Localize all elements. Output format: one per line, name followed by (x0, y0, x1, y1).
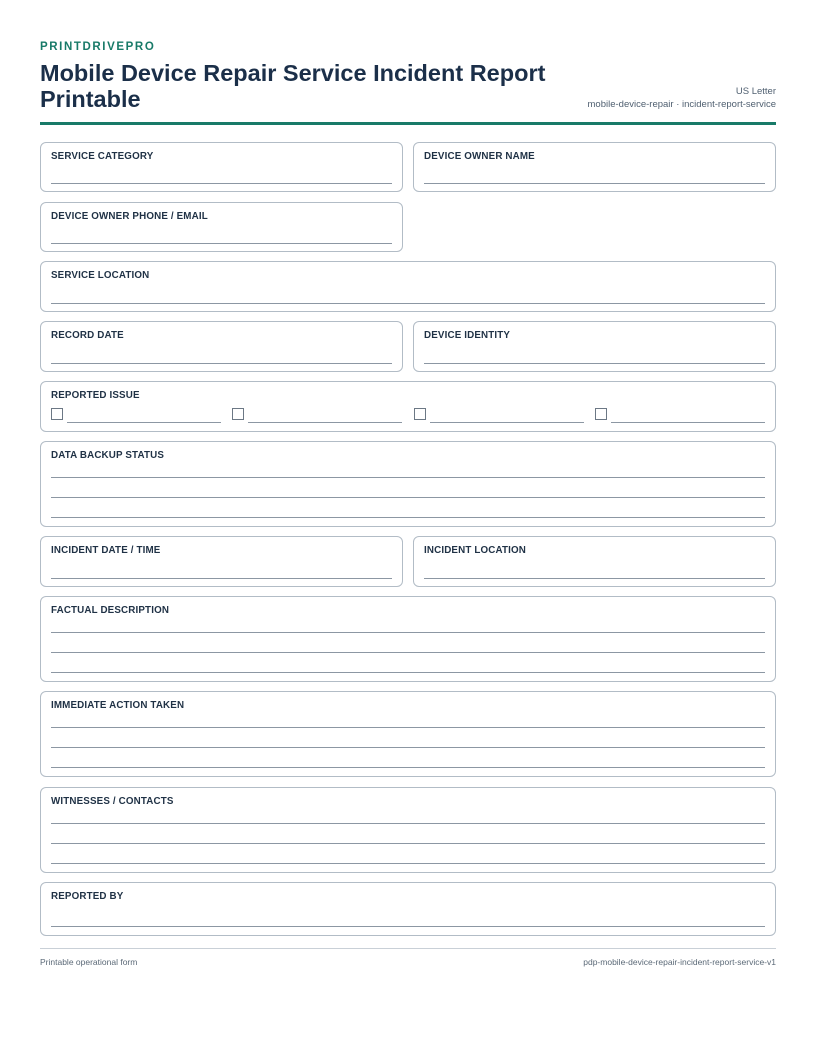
reported-issue-checkbox-1[interactable] (51, 408, 63, 420)
factual-description-line-2[interactable] (51, 652, 765, 653)
device-identity-label: DEVICE IDENTITY (424, 330, 511, 341)
service-location-field (40, 261, 776, 312)
reported-issue-option-line-2[interactable] (248, 422, 402, 423)
immediate-action-taken-label: IMMEDIATE ACTION TAKEN (51, 700, 185, 711)
device-identity-input[interactable] (424, 363, 765, 364)
factual-description-field (40, 596, 776, 682)
service-category-label: SERVICE CATEGORY (51, 151, 154, 162)
paper-size: US Letter (735, 86, 776, 97)
device-owner-contact-label: DEVICE OWNER PHONE / EMAIL (51, 211, 208, 222)
data-backup-status-field (40, 441, 776, 527)
incident-date-time-label: INCIDENT DATE / TIME (51, 545, 161, 556)
reported-issue-option-line-3[interactable] (430, 422, 584, 423)
incident-location-label: INCIDENT LOCATION (424, 545, 526, 556)
form-id: pdp-mobile-device-repair-incident-report-service-v1 (583, 957, 776, 967)
reported-issue-label: REPORTED ISSUE (51, 390, 140, 401)
device-owner-contact-input[interactable] (51, 243, 392, 244)
document-meta (588, 85, 776, 111)
device-owner-name-input[interactable] (424, 183, 765, 184)
device-identity-field (413, 321, 776, 372)
immediate-action-taken-line-1[interactable] (51, 727, 765, 728)
witnesses-contacts-field (40, 787, 776, 873)
data-backup-status-line-2[interactable] (51, 497, 765, 498)
header-divider (40, 122, 776, 125)
service-location-label: SERVICE LOCATION (51, 270, 150, 281)
document-tags: mobile-device-repair · incident-report-service (587, 99, 776, 110)
brand-name: PRINTDRIVEPRO (40, 41, 156, 53)
reported-issue-checkbox-4[interactable] (595, 408, 607, 420)
incident-date-time-field (40, 536, 403, 587)
witnesses-contacts-line-3[interactable] (51, 863, 765, 864)
witnesses-contacts-line-2[interactable] (51, 843, 765, 844)
incident-location-field (413, 536, 776, 587)
device-owner-contact-field (40, 202, 403, 252)
incident-location-input[interactable] (424, 578, 765, 579)
reported-issue-field (40, 381, 776, 432)
footer-note: Printable operational form (40, 957, 138, 967)
immediate-action-taken-field (40, 691, 776, 777)
reported-issue-checkbox-2[interactable] (232, 408, 244, 420)
reported-issue-option-line-4[interactable] (611, 422, 765, 423)
service-category-input[interactable] (51, 183, 392, 184)
record-date-input[interactable] (51, 363, 392, 364)
device-owner-name-field (413, 142, 776, 192)
reported-by-label: REPORTED BY (51, 891, 124, 902)
factual-description-line-3[interactable] (51, 672, 765, 673)
witnesses-contacts-line-1[interactable] (51, 823, 765, 824)
factual-description-line-1[interactable] (51, 632, 765, 633)
incident-date-time-input[interactable] (51, 578, 392, 579)
reported-by-field (40, 882, 776, 936)
page-title: Mobile Device Repair Service Incident Report Printable (40, 60, 546, 112)
factual-description-label: FACTUAL DESCRIPTION (51, 605, 170, 616)
data-backup-status-label: DATA BACKUP STATUS (51, 450, 164, 461)
reported-by-input[interactable] (51, 926, 765, 927)
reported-issue-checkbox-3[interactable] (414, 408, 426, 420)
immediate-action-taken-line-2[interactable] (51, 747, 765, 748)
data-backup-status-line-1[interactable] (51, 477, 765, 478)
service-location-input[interactable] (51, 303, 765, 304)
device-owner-name-label: DEVICE OWNER NAME (424, 151, 535, 162)
service-category-field (40, 142, 403, 192)
immediate-action-taken-line-3[interactable] (51, 767, 765, 768)
witnesses-contacts-label: WITNESSES / CONTACTS (51, 796, 174, 807)
record-date-field (40, 321, 403, 372)
reported-issue-option-line-1[interactable] (67, 422, 221, 423)
footer-divider (40, 948, 776, 949)
record-date-label: RECORD DATE (51, 330, 124, 341)
data-backup-status-line-3[interactable] (51, 517, 765, 518)
